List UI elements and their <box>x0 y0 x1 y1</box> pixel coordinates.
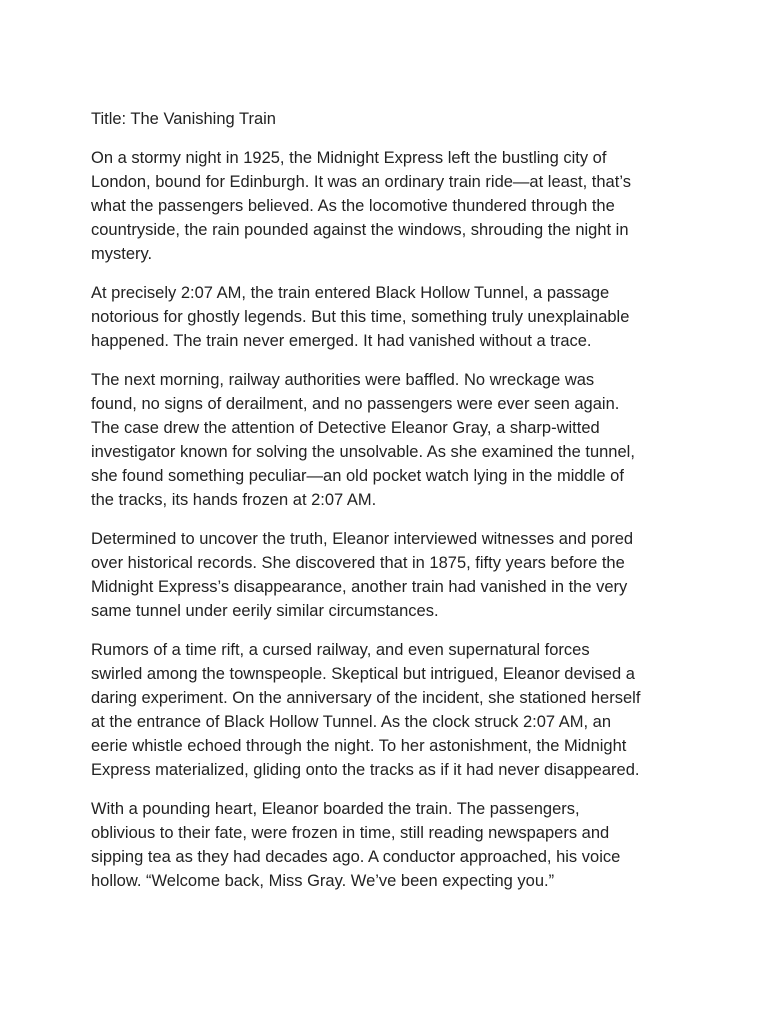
text-line: countryside, the rain pounded against the windows, shrouding the night in <box>91 221 629 239</box>
text-line: oblivious to their fate, were frozen in time, still reading newspapers and <box>91 824 610 842</box>
paragraph-6 <box>91 797 683 893</box>
text-line: happened. The train never emerged. It had vanished without a trace. <box>91 332 592 350</box>
text-line: found, no signs of derailment, and no passengers were ever seen again. <box>91 395 620 413</box>
text-line: same tunnel under eerily similar circumstances. <box>91 602 439 620</box>
text-line: On a stormy night in 1925, the Midnight Express left the bustling city of <box>91 149 607 167</box>
text-line: Rumors of a time rift, a cursed railway, and even supernatural forces <box>91 641 590 659</box>
text-line: daring experiment. On the anniversary of the incident, she stationed herself <box>91 689 641 707</box>
document-body <box>91 107 683 908</box>
text-line: London, bound for Edinburgh. It was an ordinary train ride—at least, that’s <box>91 173 631 191</box>
text-line: Express materialized, gliding onto the tracks as if it had never disappeared. <box>91 761 640 779</box>
paragraph-5 <box>91 638 683 782</box>
text-line: investigator known for solving the unsolvable. As she examined the tunnel, <box>91 443 635 461</box>
text-line: the tracks, its hands frozen at 2:07 AM. <box>91 491 377 509</box>
text-line: The next morning, railway authorities were baffled. No wreckage was <box>91 371 595 389</box>
text-line: at the entrance of Black Hollow Tunnel. As the clock struck 2:07 AM, an <box>91 713 612 731</box>
text-line: With a pounding heart, Eleanor boarded the train. The passengers, <box>91 800 580 818</box>
text-line: Midnight Express’s disappearance, another train had vanished in the very <box>91 578 628 596</box>
text-line: hollow. “Welcome back, Miss Gray. We’ve been expecting you.” <box>91 872 555 890</box>
paragraph-1 <box>91 146 683 266</box>
paragraph-2 <box>91 281 683 353</box>
text-line: Determined to uncover the truth, Eleanor interviewed witnesses and pored <box>91 530 634 548</box>
document-title: Title: The Vanishing Train <box>91 110 276 128</box>
text-line: notorious for ghostly legends. But this time, something truly unexplainable <box>91 308 630 326</box>
paragraph-4 <box>91 527 683 623</box>
text-line: mystery. <box>91 245 153 263</box>
text-line: over historical records. She discovered that in 1875, fifty years before the <box>91 554 625 572</box>
text-line: eerie whistle echoed through the night. To her astonishment, the Midnight <box>91 737 627 755</box>
text-line: swirled among the townspeople. Skeptical but intrigued, Eleanor devised a <box>91 665 635 683</box>
text-line: The case drew the attention of Detective Eleanor Gray, a sharp-witted <box>91 419 600 437</box>
text-line: she found something peculiar—an old pocket watch lying in the middle of <box>91 467 624 485</box>
text-line: sipping tea as they had decades ago. A conductor approached, his voice <box>91 848 621 866</box>
paragraph-3 <box>91 368 683 512</box>
text-line: what the passengers believed. As the locomotive thundered through the <box>91 197 615 215</box>
text-line: At precisely 2:07 AM, the train entered Black Hollow Tunnel, a passage <box>91 284 610 302</box>
